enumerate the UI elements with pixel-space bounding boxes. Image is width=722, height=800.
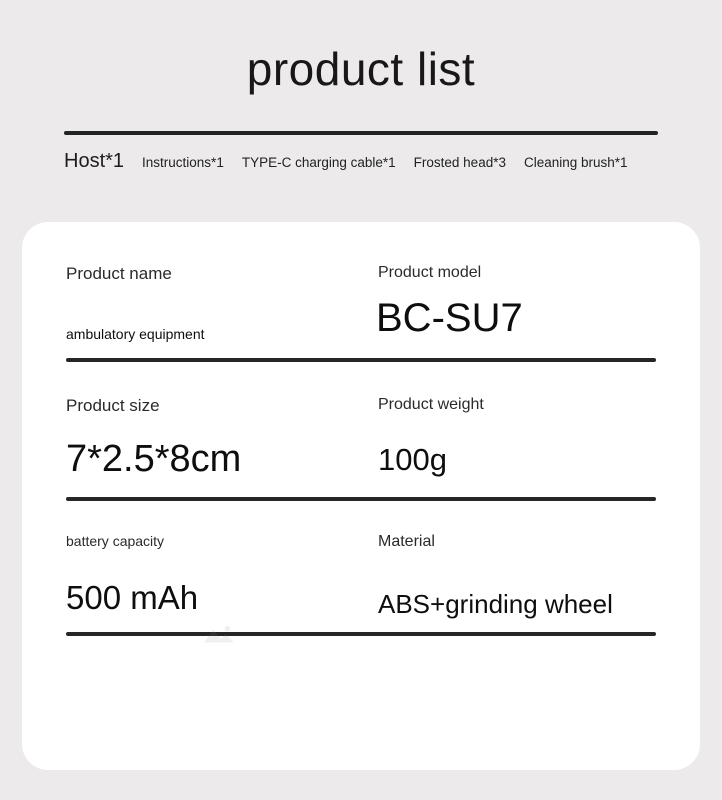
accessory-item-cleaning-brush: Cleaning brush*1 xyxy=(523,154,628,170)
label-product-model: Product model xyxy=(378,264,482,281)
label-product-name: Product name xyxy=(66,264,172,283)
value-battery-capacity: 500 mAh xyxy=(66,579,199,616)
spec-divider-3 xyxy=(66,632,656,636)
spec-row-product-name xyxy=(66,222,656,342)
specification-card xyxy=(22,222,700,770)
accessory-item-frosted-head: Frosted head*3 xyxy=(413,154,506,170)
label-product-weight: Product weight xyxy=(378,396,484,413)
spec-right-column xyxy=(376,396,656,481)
spec-right-column xyxy=(376,264,656,342)
value-product-name: ambulatory equipment xyxy=(66,326,205,342)
spec-left-column xyxy=(66,396,376,481)
label-battery-capacity: battery capacity xyxy=(66,533,165,549)
spec-left-column xyxy=(66,533,376,620)
accessory-item-charging-cable: TYPE-C charging cable*1 xyxy=(241,154,396,170)
spec-row-product-size xyxy=(66,362,656,481)
page-title: product list xyxy=(246,43,476,95)
value-material: ABS+grinding wheel xyxy=(378,589,613,619)
accessories-list xyxy=(64,135,658,173)
label-material: Material xyxy=(378,533,435,550)
spec-row-labels xyxy=(66,264,656,342)
spec-left-column xyxy=(66,264,376,342)
spec-row-labels xyxy=(66,533,656,620)
accessories-section xyxy=(64,131,658,173)
spec-row-labels xyxy=(66,396,656,481)
value-product-size: 7*2.5*8cm xyxy=(66,438,242,480)
value-product-weight: 100g xyxy=(378,442,447,477)
spec-row-battery-capacity xyxy=(66,501,656,620)
label-product-size: Product size xyxy=(66,396,160,415)
value-product-model: BC-SU7 xyxy=(376,296,523,340)
accessory-item-instructions: Instructions*1 xyxy=(142,154,224,170)
spec-right-column xyxy=(376,533,656,620)
watermark-icon xyxy=(200,622,238,650)
accessory-item-host: Host*1 xyxy=(64,149,125,172)
